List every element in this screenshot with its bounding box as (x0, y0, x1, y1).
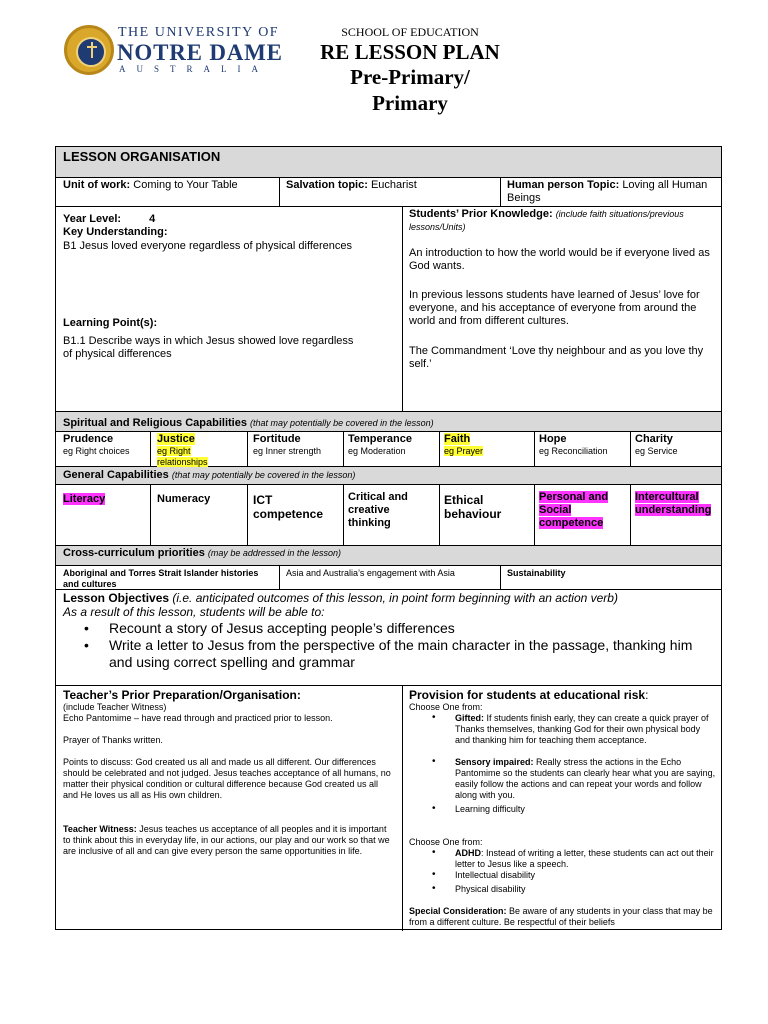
capability-faith: Faith eg Prayer (444, 433, 484, 456)
cross-aboriginal: Aboriginal and Torres Strait Islander histories and cultures (63, 568, 259, 589)
bullet-icon: • (432, 756, 436, 767)
school-name: SCHOOL OF EDUCATION (341, 25, 479, 39)
lesson-plan-table (55, 146, 722, 930)
capability-hope: Hope eg Reconciliation (539, 433, 608, 456)
general-intercultural: Intercultural understanding (635, 491, 712, 516)
bullet-icon: • (432, 869, 436, 880)
page-subtitle-2: Primary (372, 91, 448, 115)
risk-special-consideration: Special Consideration: Be aware of any students in your class that may be from a different culture. Be respectful of their beliefs (409, 906, 713, 927)
capability-prudence: Prudence eg Right choices (63, 433, 130, 456)
general-ethical: Ethical behaviour (444, 493, 502, 521)
human-person-topic: Human person Topic: Loving all Human Beings (507, 179, 708, 204)
prior-knowledge-p2: In previous lessons students have learned of Jesus’ love for everyone, and his acceptance of everyone from around the world and from different cultures. (409, 289, 700, 327)
teacher-witness: Teacher Witness: Jesus teaches us acceptance of all peoples and it is important to think about this in everyday life, in our actions, our play and our work so that we are inclusive of all and can give every person the same opportunities in life. (63, 824, 390, 856)
risk-learning-difficulty: Learning difficulty (455, 804, 525, 814)
cross-asia: Asia and Australia’s engagement with Asia (286, 568, 455, 578)
university-name-line2: NOTRE DAME (117, 40, 283, 65)
general-critical-thinking: Critical and creative thinking (348, 491, 408, 529)
page-title: RE LESSON PLAN (320, 40, 500, 64)
capability-charity: Charity eg Service (635, 433, 678, 456)
risk-gifted: Gifted: If students finish early, they can create a quick prayer of Thanks themselves, thanking God for their own physical body and thanking him for teaching them acceptance. (455, 713, 709, 745)
general-ict: ICT competence (253, 493, 324, 521)
risk-intellectual: Intellectual disability (455, 870, 536, 880)
general-personal-social: Personal and Social competence (539, 491, 609, 529)
risk-physical: Physical disability (455, 884, 526, 894)
teacher-prep-line1: (include Teacher Witness) (63, 702, 167, 712)
spiritual-heading: Spiritual and Religious Capabilities (that may potentially be covered in the lesson) (63, 417, 434, 429)
bullet-icon: • (432, 883, 436, 894)
lesson-objectives-lead: As a result of this lesson, students will be able to: (63, 605, 325, 619)
prior-knowledge-label: Students’ Prior Knowledge: (include faith situations/previous lessons/Units) (409, 208, 684, 232)
objective-1: Recount a story of Jesus accepting people’s differences (109, 620, 455, 636)
unit-of-work: Unit of work: Coming to Your Table (63, 179, 238, 191)
learning-points-text: B1.1 Describe ways in which Jesus showed love regardless of physical differences (63, 335, 354, 360)
teacher-prep-line2: Echo Pantomime – have read through and practiced prior to lesson. (63, 713, 333, 723)
general-literacy: Literacy (63, 493, 106, 505)
university-name-line3: AUSTRALIA (119, 64, 269, 74)
bullet-icon: • (432, 712, 436, 723)
teacher-prep-heading: Teacher’s Prior Preparation/Organisation: (63, 688, 301, 702)
learning-points-label: Learning Point(s): (63, 317, 158, 329)
capability-fortitude: Fortitude eg Inner strength (253, 433, 322, 456)
cross-curriculum-heading: Cross-curriculum priorities (may be addressed in the lesson) (63, 547, 341, 559)
prior-knowledge-p1: An introduction to how the world would be if everyone lived as God wants. (409, 247, 710, 272)
risk-choose-1: Choose One from: (409, 702, 483, 712)
risk-adhd: ADHD: Instead of writing a letter, these students can act out their letter to Jesus like a speech. (455, 848, 714, 869)
bullet-icon: • (84, 637, 89, 653)
bullet-icon: • (432, 847, 436, 858)
key-understanding-label: Key Understanding: (63, 226, 168, 238)
lesson-objectives-label: Lesson Objectives (i.e. anticipated outcomes of this lesson, in point form beginning with an action verb) (63, 591, 618, 605)
lesson-organisation-heading: LESSON ORGANISATION (63, 149, 221, 164)
title-block (290, 25, 530, 116)
year-level: Year Level: 4 (63, 213, 156, 225)
prior-knowledge-p3: The Commandment ‘Love thy neighbour and as you love thy self.’ (409, 345, 704, 370)
risk-heading: Provision for students at educational risk: (409, 688, 649, 702)
bullet-icon: • (84, 620, 89, 636)
key-understanding-text: B1 Jesus loved everyone regardless of physical differences (63, 240, 353, 252)
risk-choose-2: Choose One from: (409, 837, 483, 847)
general-numeracy: Numeracy (157, 493, 211, 505)
capability-temperance: Temperance eg Moderation (348, 433, 412, 456)
teacher-prep-points: Points to discuss: God created us all and made us all different. Our differences should be celebrated and not judged. Jesus teaches acceptance of all humans, no matter their physical condition or cultural difference because God created us all and He loves us all as His own children. (63, 757, 391, 800)
teacher-prep-prayer: Prayer of Thanks written. (63, 735, 163, 745)
capability-justice: Justice eg Right relationships (157, 433, 208, 467)
page-subtitle-1: Pre-Primary/ (350, 65, 470, 89)
cross-sustainability: Sustainability (507, 568, 566, 578)
university-seal-logo (64, 25, 114, 75)
objective-2: Write a letter to Jesus from the perspective of the main character in the passage, thanking him and using correct spelling and grammar (109, 637, 693, 670)
salvation-topic: Salvation topic: Eucharist (286, 179, 417, 191)
university-name-line1: THE UNIVERSITY OF (118, 25, 280, 40)
risk-sensory: Sensory impaired: Really stress the actions in the Echo Pantomime so the students can clearly hear what you are saying, easily follow the actions and can repeat your words and follow along with you. (455, 757, 716, 800)
general-capabilities-heading: General Capabilities (that may potentially be covered in the lesson) (63, 469, 356, 481)
bullet-icon: • (432, 803, 436, 814)
